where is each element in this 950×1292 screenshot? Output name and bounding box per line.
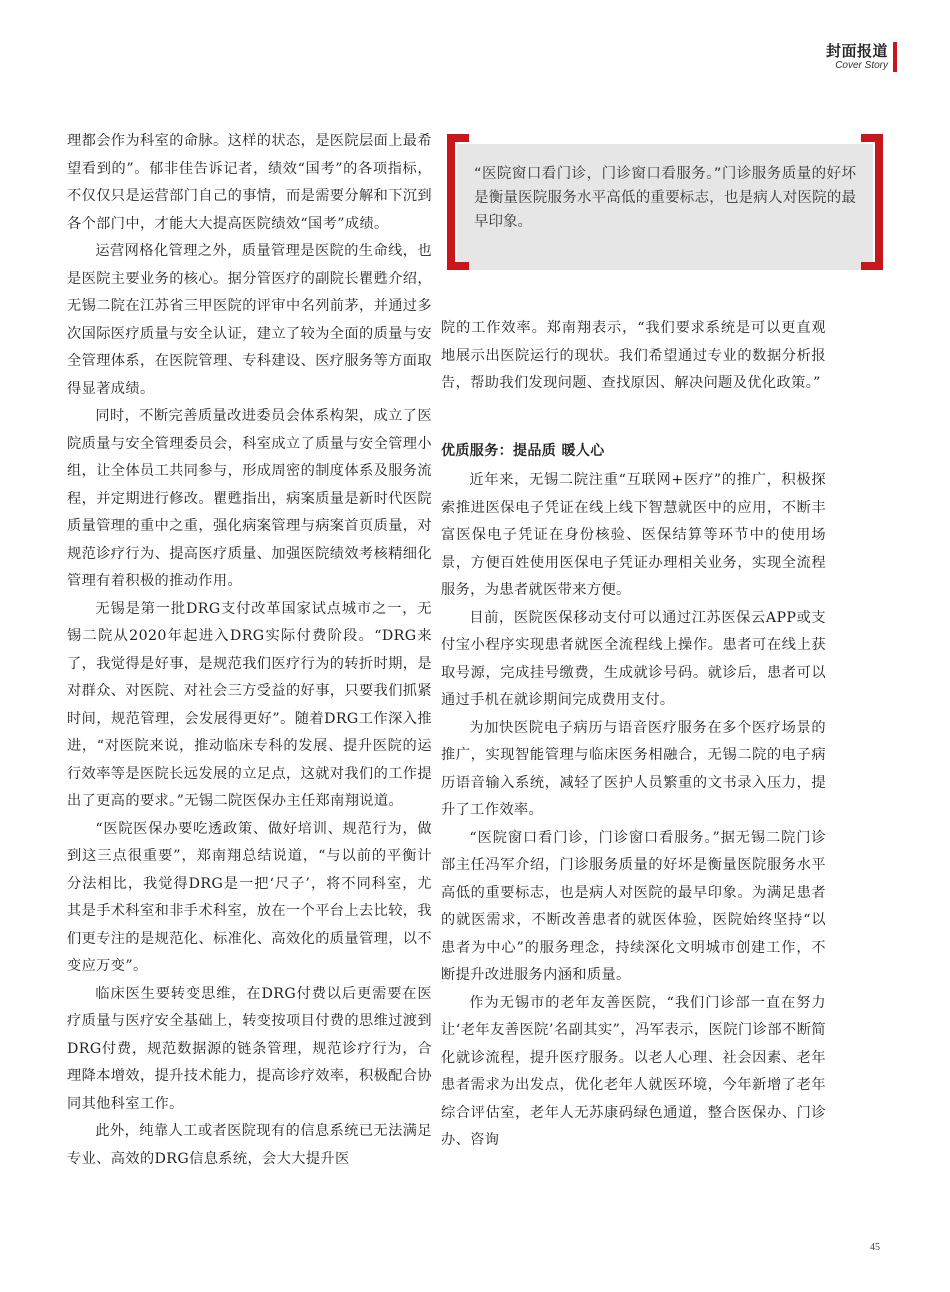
left-column — [67, 128, 432, 1173]
paragraph: 近年来，无锡二院注重“互联网+医疗”的推广，积极探索推进医保电子凭证在线上线下智慧就医中的应用，不断丰富医保电子凭证在身份核验、医保结算等环节中的使用场景，方便百姓使用医保电子凭证办理相关业务，实现全流程服务，为患者就医带来方便。 — [441, 472, 826, 598]
paragraph: 临床医生要转变思维，在DRG付费以后更需要在医疗质量与医疗安全基础上，转变按项目付费的思维过渡到DRG付费，规范数据源的链条管理，规范诊疗行为，合理降本增效，提升技术能力，提高诊疗效率，积极配合协同其他科室工作。 — [67, 985, 432, 1112]
paragraph: 理都会作为科室的命脉。这样的状态，是医院层面上最希望看到的”。郁非佳告诉记者，绩效“国考”的各项指标，不仅仅只是运营部门自己的事情，而是需要分解和下沉到各个部门中，才能大大提高医院绩效“国考”成绩。 — [67, 133, 432, 232]
paragraph: “医院医保办要吃透政策、做好培训、规范行为，做到这三点很重要”，郑南翔总结说道，“与以前的平衡计分法相比，我觉得DRG是一把‘尺子’，将不同科室，尤其是手术科室和非手术科室，放在一个平台上去比较，我们更专注的是规范化、标准化、高效化的质量管理，以不变应万变”。 — [67, 820, 432, 974]
paragraph: 作为无锡市的老年友善医院，“我们门诊部一直在努力让‘老年友善医院’名副其实”，冯军表示，医院门诊部不断简化就诊流程，提升医疗服务。以老人心理、社会因素、老年患者需求为出发点，优化老年人就医环境，今年新增了老年综合评估室，老年人无苏康码绿色通道，整合医保办、门诊办、咨询 — [441, 994, 826, 1148]
section-title-en: Cover Story — [835, 60, 888, 71]
paragraph: 院的工作效率。郑南翔表示，“我们要求系统是可以更直观地展示出医院运行的现状。我们希望通过专业的数据分析报告，帮助我们发现问题、查找原因、解决问题及优化政策。” — [441, 320, 826, 391]
right-bracket — [861, 134, 883, 270]
section-heading: 优质服务：提品质 暖人心 — [441, 442, 605, 459]
paragraph: 无锡是第一批DRG支付改革国家试点城市之一，无锡二院从2020年起进入DRG实际付费阶段。“DRG来了，我觉得是好事，是规范我们医疗行为的转折时期，是对群众、对医院、对社会三方受益的好事，只要我们抓紧时间，规范管理，会发展得更好”。随着DRG工作深入推进，“对医院来说，推动临床专科的发展、提升医院的运行效率等是医院长远发展的立足点，这就对我们的工作提出了更高的要求。”无锡二院医保办主任郑南翔说道。 — [67, 600, 432, 809]
right-column — [441, 315, 826, 1155]
paragraph: 目前，医院医保移动支付可以通过江苏医保云APP或支付宝小程序实现患者就医全流程线上操作。患者可在线上获取号源，完成挂号缴费，生成就诊号码。就诊后，患者可以通过手机在就诊期间完成费用支付。 — [441, 609, 826, 708]
paragraph: 此外，纯靠人工或者医院现有的信息系统已无法满足专业、高效的DRG信息系统，会大大提升医 — [67, 1123, 432, 1167]
pull-quote — [447, 134, 883, 270]
section-title-cn: 封面报道 — [825, 42, 888, 60]
pull-quote-text: “医院窗口看门诊，门诊窗口看服务。”门诊服务质量的好坏是衡量医院服务水平高低的重要标志，也是病人对医院的最早印象。 — [474, 166, 856, 230]
left-bracket — [447, 134, 469, 270]
section-accent-bar — [893, 42, 897, 72]
section-header — [826, 42, 888, 72]
page-number: 45 — [870, 1242, 880, 1253]
paragraph: “医院窗口看门诊，门诊窗口看服务。”据无锡二院门诊部主任冯军介绍，门诊服务质量的好坏是衡量医院服务水平高低的重要标志，也是病人对医院的最早印象。为满足患者的就医需求，不断改善患者的就医体验，医院始终坚持“以患者为中心”的服务理念，持续深化文明城市创建工作，不断提升改进服务内涵和质量。 — [441, 829, 826, 983]
paragraph: 为加快医院电子病历与语音医疗服务在多个医疗场景的推广，实现智能管理与临床医务相融合，无锡二院的电子病历语音输入系统，减轻了医护人员繁重的文书录入压力，提升了工作效率。 — [441, 719, 826, 818]
paragraph: 运营网格化管理之外，质量管理是医院的生命线，也是医院主要业务的核心。据分管医疗的副院长瞿甦介绍，无锡二院在江苏省三甲医院的评审中名列前茅，并通过多次国际医疗质量与安全认证，建立了较为全面的质量与安全管理体系，在医院管理、专科建设、医疗服务等方面取得显著成绩。 — [67, 243, 432, 397]
paragraph: 同时，不断完善质量改进委员会体系构架，成立了医院质量与安全管理委员会，科室成立了质量与安全管理小组，让全体员工共同参与，形成周密的制度体系及服务流程，并定期进行修改。瞿甦指出，病案质量是新时代医院质量管理的重中之重，强化病案管理与病案首页质量，对规范诊疗行为、提高医疗质量、加强医院绩效考核精细化管理有着积极的推动作用。 — [67, 408, 432, 589]
